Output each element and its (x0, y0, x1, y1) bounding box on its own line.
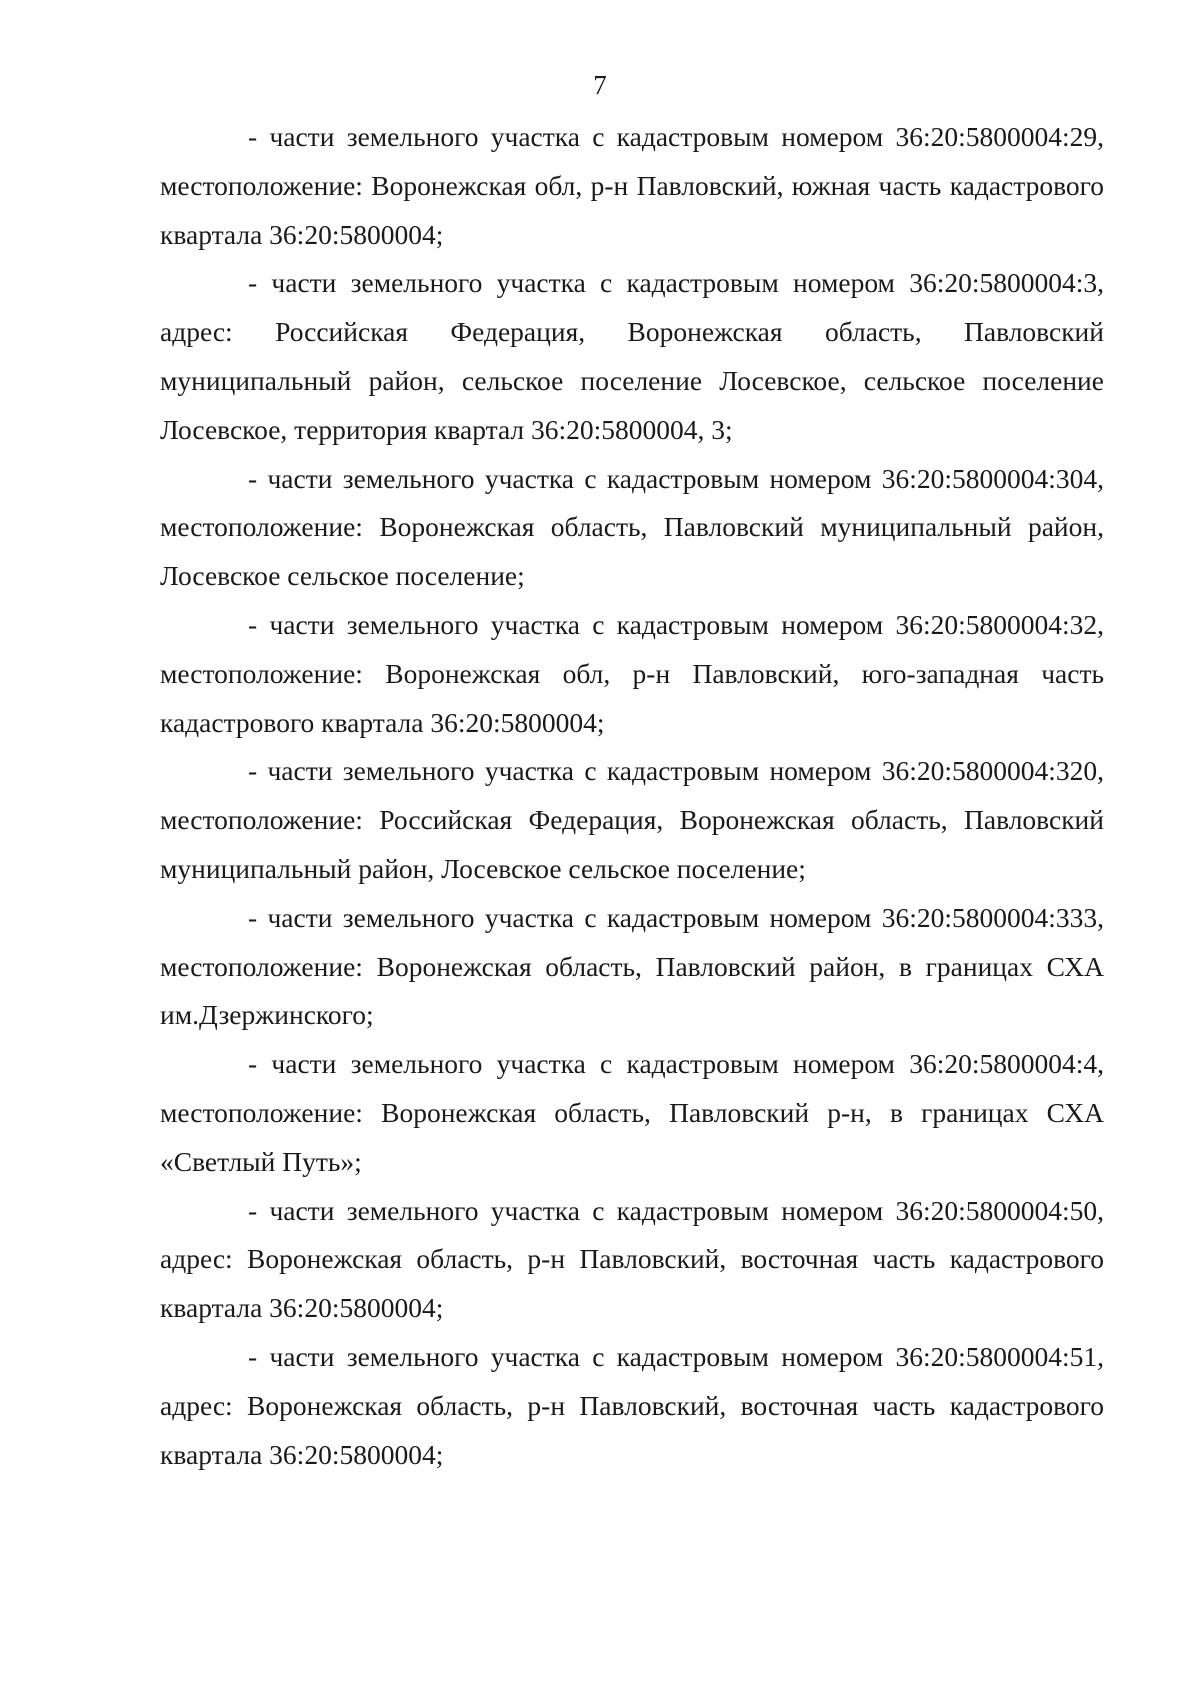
paragraph-parcel-51: - части земельного участка с кадастровым номером 36:20:5800004:51, адрес: Воронежская область, р-н Павловский, восточная часть кадастрового квартала 36:20:5800004; (160, 1340, 1104, 1470)
paragraph-parcel-29: - части земельного участка с кадастровым номером 36:20:5800004:29, местоположение: Воронежская обл, р-н Павловский, южная часть кадастрового квартала 36:20:5800004; (160, 121, 1104, 250)
paragraph-parcel-320: - части земельного участка с кадастровым номером 36:20:5800004:320, местоположение: Российская Федерация, Воронежская область, Павловский муниципальный район, Лосевское сельское поселение; (160, 755, 1104, 884)
paragraph-parcel-333: - части земельного участка с кадастровым номером 36:20:5800004:333, местоположение: Воронежская область, Павловский район, в границах СХА им.Дзержинского; (160, 901, 1104, 1031)
paragraph-parcel-4: - части земельного участка с кадастровым номером 36:20:5800004:4, местоположение: Воронежская область, Павловский р-н, в границах СХА «Светлый Путь»; (160, 1048, 1104, 1177)
paragraph-parcel-50: - части земельного участка с кадастровым номером 36:20:5800004:50, адрес: Воронежская область, р-н Павловский, восточная часть кадастрового квартала 36:20:5800004; (160, 1194, 1104, 1324)
paragraph-parcel-32: - части земельного участка с кадастровым номером 36:20:5800004:32, местоположение: Воронежская обл, р-н Павловский, юго-западная часть кадастрового квартала 36:20:5800004; (160, 608, 1104, 738)
page-number: 7 (593, 70, 607, 100)
paragraph-parcel-3: - части земельного участка с кадастровым номером 36:20:5800004:3, адрес: Российская Федерация, Воронежская область, Павловский муниципальный район, сельское поселение Лосевское, сельское поселение Лосевское, территория квартал 36:20:5800004, 3; (160, 267, 1104, 445)
paragraph-parcel-304: - части земельного участка с кадастровым номером 36:20:5800004:304, местоположение: Воронежская область, Павловский муниципальный район, Лосевское сельское поселение; (160, 462, 1104, 592)
document-body (160, 113, 1104, 1479)
